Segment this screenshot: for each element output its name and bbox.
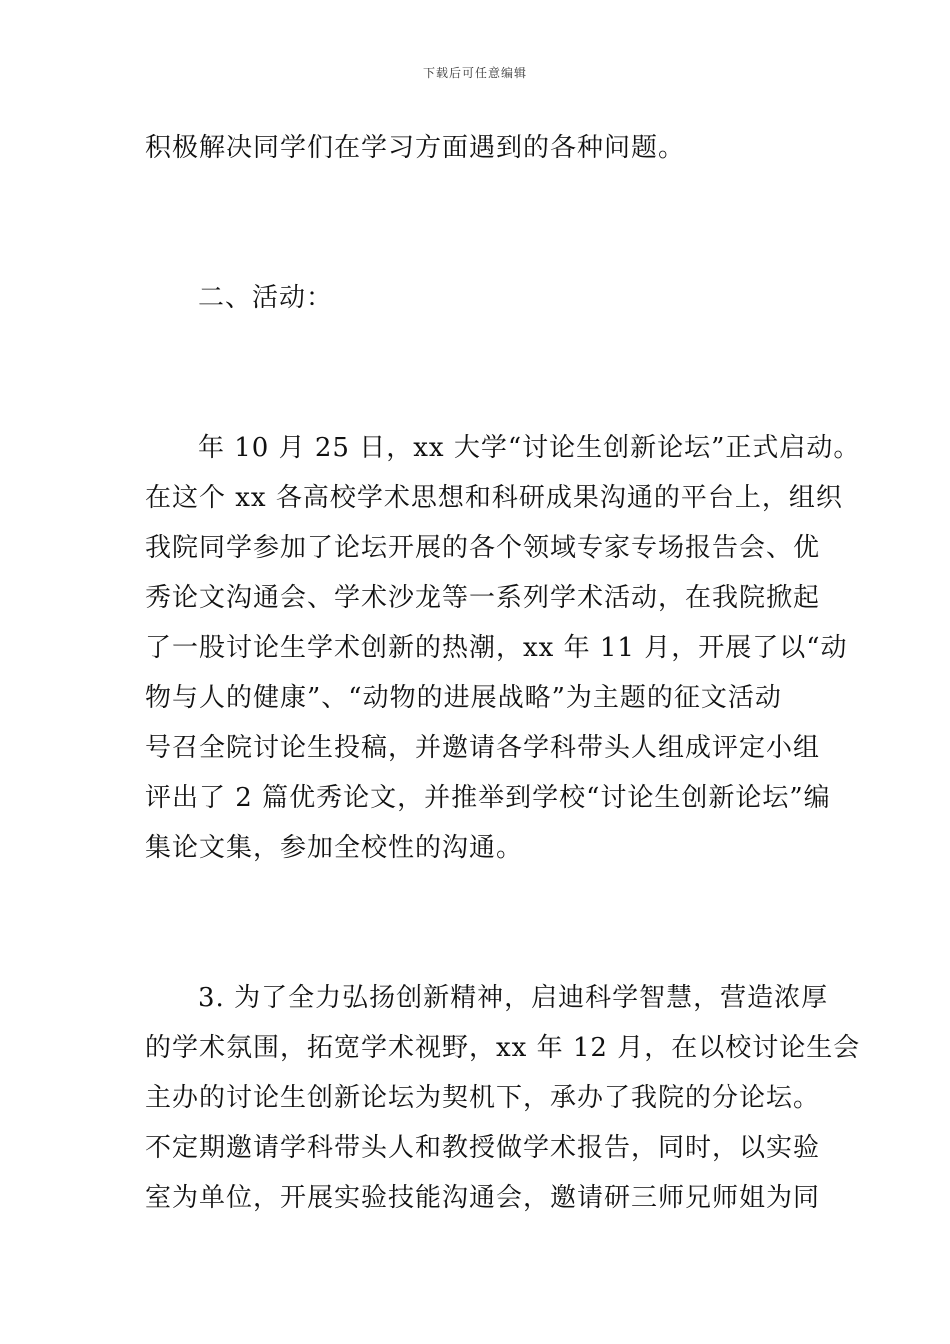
- paragraph-line: 不定期邀请学科带头人和教授做学术报告，同时，以实验: [145, 1133, 821, 1163]
- paragraph-line: 物与人的健康”、“动物的进展战略”为主题的征文活动: [145, 683, 782, 713]
- paragraph-line: 我院同学参加了论坛开展的各个领域专家专场报告会、优: [145, 533, 821, 563]
- paragraph-line: 在这个 xx 各高校学术思想和科研成果沟通的平台上，组织: [145, 483, 843, 513]
- paragraph-line: 的学术氛围，拓宽学术视野，xx 年 12 月，在以校讨论生会: [145, 1033, 861, 1063]
- paragraph-line: 秀论文沟通会、学术沙龙等一系列学术活动，在我院掀起: [145, 583, 821, 613]
- paragraph-line: 集论文集，参加全校性的沟通。: [145, 833, 524, 863]
- paragraph-line: 评出了 2 篇优秀论文，并推举到学校“讨论生创新论坛”编: [145, 783, 831, 813]
- paragraph-line: 号召全院讨论生投稿，并邀请各学科带头人组成评定小组: [145, 733, 821, 763]
- section-heading: 二、活动：: [198, 283, 334, 313]
- paragraph-line: 主办的讨论生创新论坛为契机下，承办了我院的分论坛。: [145, 1083, 821, 1113]
- paragraph-line: 了一股讨论生学术创新的热潮，xx 年 11 月，开展了以“动: [145, 633, 848, 663]
- page-header: 下载后可任意编辑: [422, 66, 527, 80]
- paragraph-line: 年 10 月 25 日，xx 大学“讨论生创新论坛”正式启动。: [198, 433, 861, 463]
- paragraph-line: 3. 为了全力弘扬创新精神，启迪科学智慧，营造浓厚: [198, 983, 829, 1013]
- paragraph-line: 室为单位，开展实验技能沟通会，邀请研三师兄师姐为同: [145, 1183, 821, 1213]
- paragraph-line: 积极解决同学们在学习方面遇到的各种问题。: [145, 133, 686, 163]
